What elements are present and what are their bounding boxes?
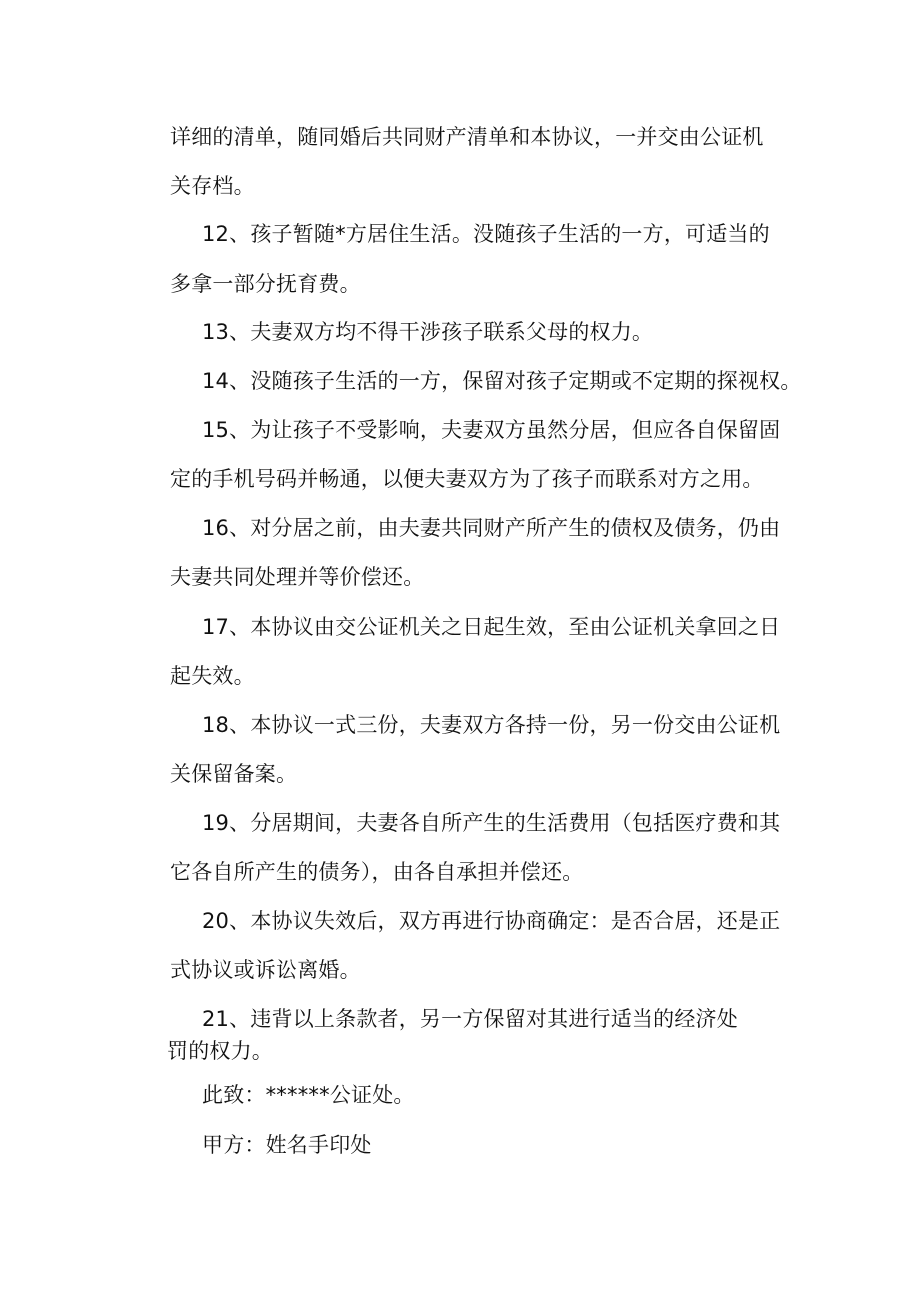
text-line: 关存档。 — [170, 174, 255, 198]
text-line: 19、分居期间，夫妻各自所产生的生活费用（包括医疗费和其 — [202, 811, 781, 835]
text-line: 多拿一部分抚育费。 — [170, 272, 361, 296]
text-line: 14、没随孩子生活的一方，保留对孩子定期或不定期的探视权。 — [202, 369, 802, 393]
text-line: 20、本协议失效后，双方再进行协商确定：是否合居，还是正 — [202, 909, 781, 933]
text-line: 12、孩子暂随*方居住生活。没随孩子生活的一方，可适当的 — [202, 222, 770, 246]
text-line: 21、违背以上条款者，另一方保留对其进行适当的经济处 — [202, 1007, 738, 1031]
text-line: 夫妻共同处理并等价偿还。 — [170, 565, 425, 589]
closing-line: 此致：******公证处。 — [202, 1083, 415, 1107]
text-line: 关保留备案。 — [170, 762, 298, 786]
text-line: 起失效。 — [170, 664, 255, 688]
text-line: 18、本协议一式三份，夫妻双方各持一份，另一份交由公证机 — [202, 713, 781, 737]
text-line: 17、本协议由交公证机关之日起生效，至由公证机关拿回之日 — [202, 615, 781, 639]
text-line: 15、为让孩子不受影响，夫妻双方虽然分居，但应各自保留固 — [202, 418, 781, 442]
text-line: 它各自所产生的债务），由各自承担并偿还。 — [170, 860, 584, 884]
text-line: 罚的权力。 — [167, 1039, 273, 1063]
text-line: 16、对分居之前，由夫妻共同财产所产生的债权及债务，仍由 — [202, 516, 781, 540]
text-line: 定的手机号码并畅通，以便夫妻双方为了孩子而联系对方之用。 — [170, 467, 764, 491]
text-line: 式协议或诉讼离婚。 — [170, 958, 361, 982]
text-line: 详细的清单，随同婚后共同财产清单和本协议，一并交由公证机 — [170, 125, 764, 149]
text-line: 13、夫妻双方均不得干涉孩子联系父母的权力。 — [202, 320, 654, 344]
signature-line: 甲方：姓名手印处 — [202, 1133, 372, 1157]
